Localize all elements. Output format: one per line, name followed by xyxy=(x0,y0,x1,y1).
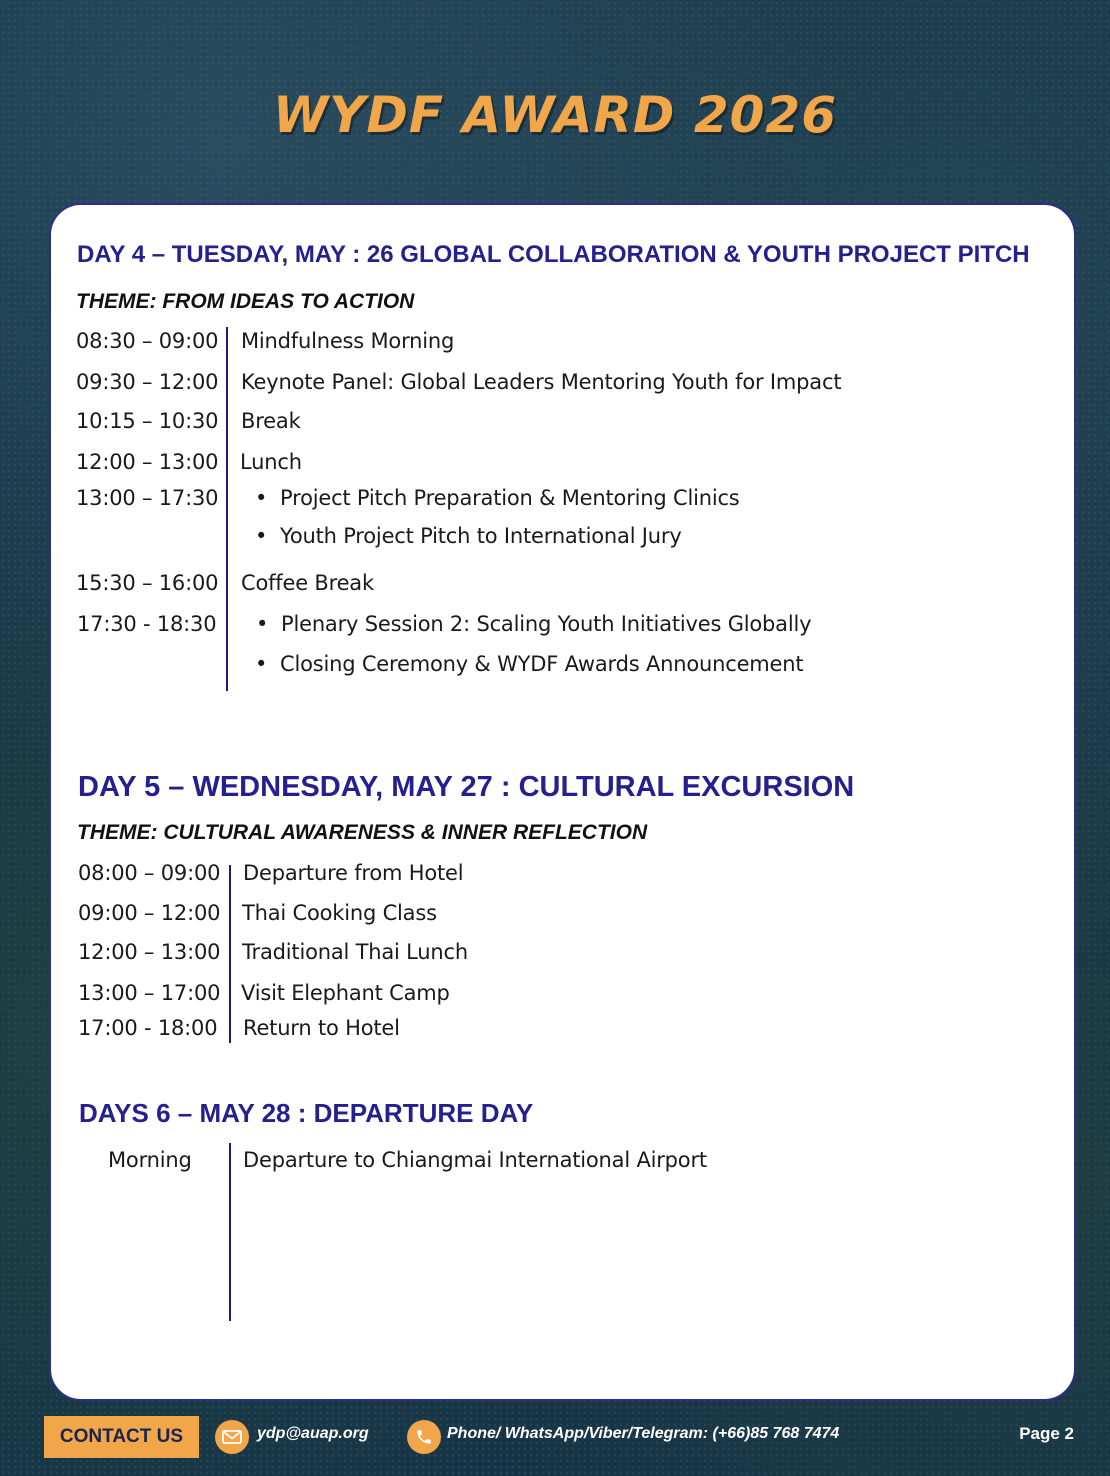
day5-activity: Thai Cooking Class xyxy=(242,901,437,925)
day4-activity: Break xyxy=(241,409,301,433)
day5-activity: Return to Hotel xyxy=(243,1016,400,1040)
page-title: WYDF AWARD 2026 xyxy=(272,86,838,144)
day4-heading: DAY 4 – TUESDAY, MAY : 26 GLOBAL COLLABORATION & YOUTH PROJECT PITCH xyxy=(77,241,1030,268)
day4-timeline-divider xyxy=(226,327,228,691)
day4-bullet-item: • Closing Ceremony & WYDF Awards Announcement xyxy=(280,652,803,676)
day4-time: 15:30 – 16:00 xyxy=(76,571,219,595)
day4-time: 13:00 – 17:30 xyxy=(76,486,219,510)
day5-theme: THEME: CULTURAL AWARENESS & INNER REFLECTION xyxy=(77,821,648,844)
day5-time: 12:00 – 13:00 xyxy=(78,940,221,964)
day4-time: 09:30 – 12:00 xyxy=(76,370,219,394)
day5-activity: Departure from Hotel xyxy=(243,861,464,885)
day4-time: 08:30 – 09:00 xyxy=(76,329,219,353)
day4-theme: THEME: FROM IDEAS TO ACTION xyxy=(76,290,415,313)
day4-time: 12:00 – 13:00 xyxy=(76,450,219,474)
day5-timeline-divider xyxy=(229,865,231,1043)
day5-time: 08:00 – 09:00 xyxy=(78,861,221,885)
day5-time: 09:00 – 12:00 xyxy=(78,901,221,925)
day4-activity: Keynote Panel: Global Leaders Mentoring Youth for Impact xyxy=(241,370,842,394)
day5-activity: Visit Elephant Camp xyxy=(241,981,450,1005)
day4-bullet-item: • Project Pitch Preparation & Mentoring Clinics xyxy=(280,486,740,510)
day6-time: Morning xyxy=(108,1148,192,1172)
contact-us-button[interactable]: CONTACT US xyxy=(44,1416,199,1458)
day4-time: 10:15 – 10:30 xyxy=(76,409,219,433)
day6-timeline-divider xyxy=(229,1143,231,1321)
day4-time: 17:30 - 18:30 xyxy=(77,612,217,636)
email-link[interactable]: ydp@auap.org xyxy=(257,1425,369,1442)
day4-activity: Mindfulness Morning xyxy=(241,329,455,353)
phone-icon xyxy=(407,1420,441,1454)
page-number: Page 2 xyxy=(1019,1424,1074,1443)
day4-bullet-item: • Youth Project Pitch to International Jury xyxy=(280,524,682,548)
schedule-card xyxy=(49,203,1076,1401)
day5-heading: DAY 5 – WEDNESDAY, MAY 27 : CULTURAL EXCURSION xyxy=(78,771,855,803)
day6-activity: Departure to Chiangmai International Airport xyxy=(243,1148,707,1172)
day4-activity: Coffee Break xyxy=(241,571,374,595)
day6-heading: DAYS 6 – MAY 28 : DEPARTURE DAY xyxy=(79,1098,534,1128)
day5-activity: Traditional Thai Lunch xyxy=(242,940,468,964)
day5-time: 17:00 - 18:00 xyxy=(78,1016,218,1040)
phone-number[interactable]: Phone/ WhatsApp/Viber/Telegram: (+66)85 768 7474 xyxy=(447,1425,840,1442)
day5-time: 13:00 – 17:00 xyxy=(78,981,221,1005)
day4-activity: Lunch xyxy=(240,450,302,474)
day4-bullet-item: • Plenary Session 2: Scaling Youth Initiatives Globally xyxy=(281,612,811,636)
email-icon xyxy=(215,1420,249,1454)
